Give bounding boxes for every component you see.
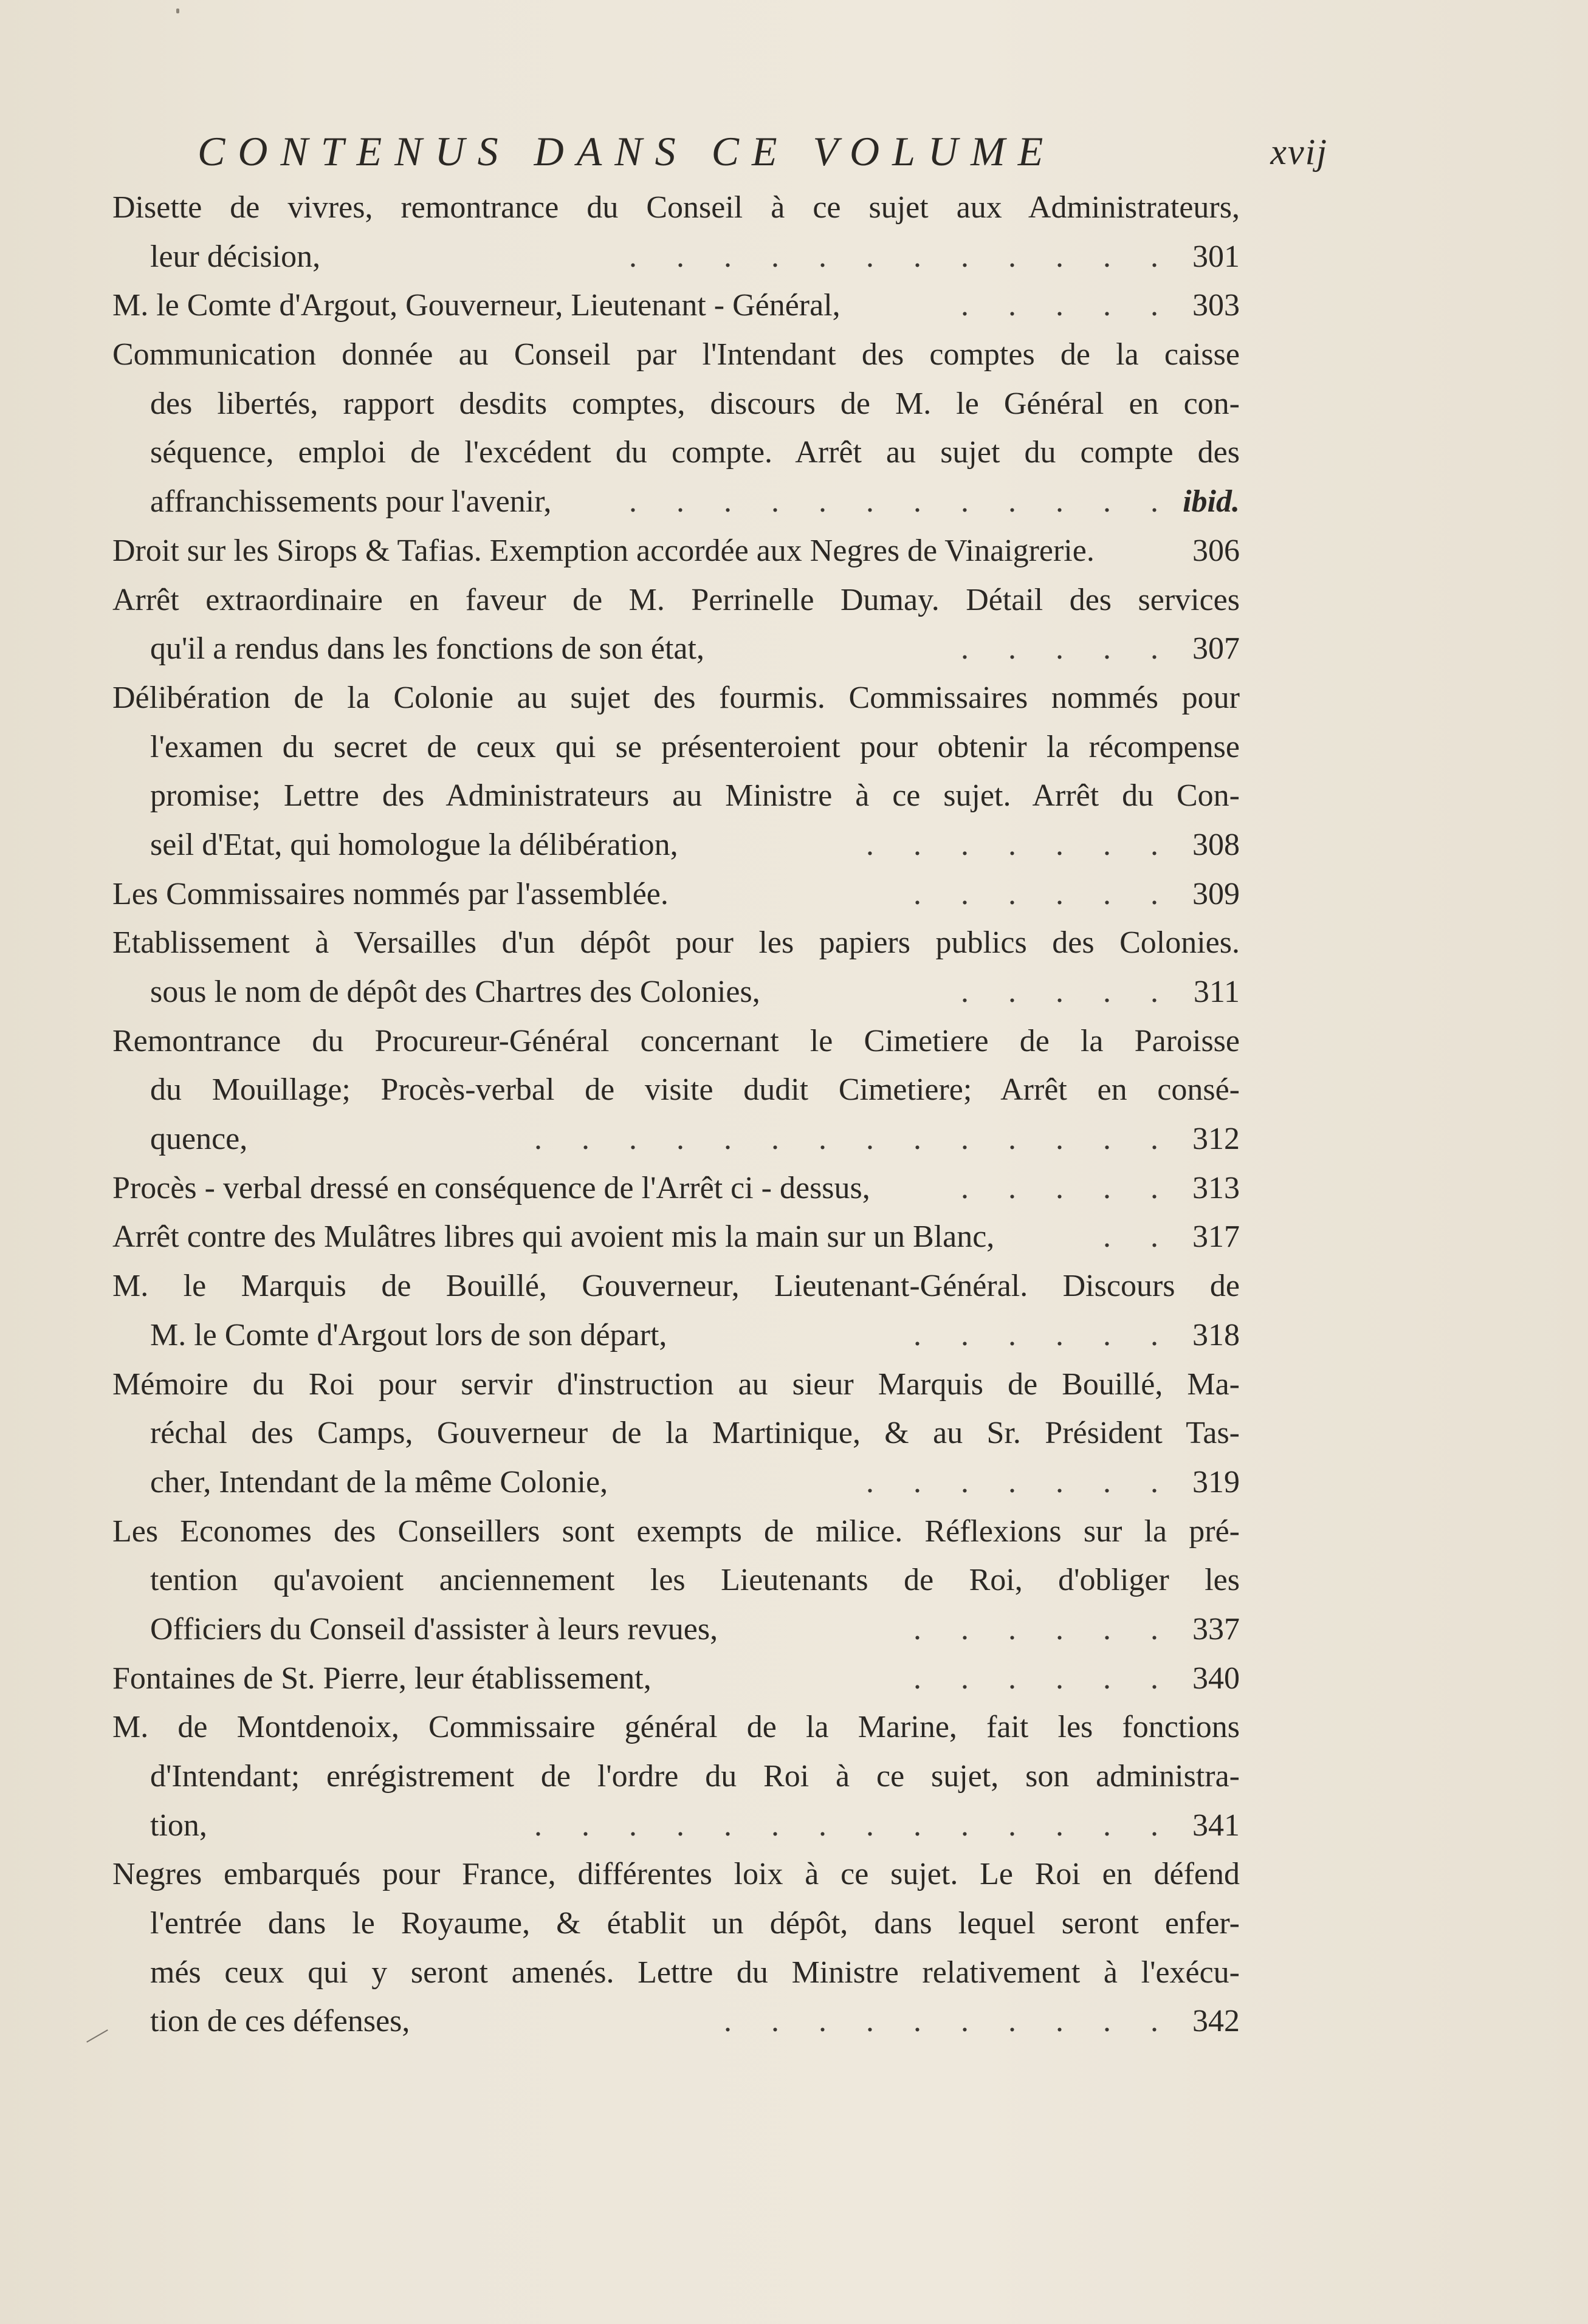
entry-final-text: Droit sur les Sirops & Tafias. Exemption accordée aux Negres de Vinaigrerie. [112,533,1095,568]
page-number: 317 [1192,1219,1240,1255]
entry-final-text: qu'il a rendus dans les fonctions de son état, [150,631,704,667]
entry-text-line: Délibération de la Colonie au sujet des fourmis. Commissaires nommés pour [112,680,1240,715]
dot-leader: . . [1103,1219,1174,1255]
entry-final-text: cher, Intendant de la même Colonie, [150,1464,608,1500]
entry-final-line [112,1311,1240,1360]
entry-final-text: tion de ces défenses, [150,2004,410,2039]
page-number: 312 [1192,1122,1240,1157]
entry-text-line: Negres embarqués pour France, différentes loix à ce sujet. Le Roi en défend [112,1857,1240,1892]
toc-entry [112,1703,1240,1850]
entry-final-line [112,1997,1240,2046]
entry-final-text: Procès - verbal dressé en conséquence de l'Arrêt ci - dessus, [112,1170,870,1205]
entry-final-line [112,1213,1240,1262]
entry-final-line [112,870,1240,919]
page-number: 303 [1192,288,1240,323]
entry-final-text: Officiers du Conseil d'assister à leurs revues, [150,1611,718,1647]
toc-entry [112,576,1240,674]
paper-speck [176,9,179,13]
page-number: 313 [1192,1170,1240,1205]
dot-leader: . . . . . . [913,1611,1174,1647]
page-number: 301 [1192,239,1240,274]
page-number: 311 [1193,975,1240,1009]
toc-entry [112,1213,1240,1262]
dot-leader: . . . . . . . . . . . . [629,239,1174,274]
dot-leader: . . . . . [961,975,1174,1009]
toc-entry [112,281,1240,331]
entry-text-line: séquence, emploi de l'excédent du compte. Arrêt au sujet du compte des [150,435,1240,470]
entry-text-line: Les Economes des Conseillers sont exempts de milice. Réflexions sur la pré- [112,1513,1240,1549]
entry-final-text: tion, [150,1808,207,1843]
page-number: 309 [1192,876,1240,911]
entry-final-text: Fontaines de St. Pierre, leur établissement, [112,1661,651,1696]
dot-leader: . . . . . . [913,1317,1174,1352]
entry-final-text: M. le Comte d'Argout lors de son départ, [150,1317,667,1352]
page-number: 341 [1192,1808,1240,1843]
entry-text-line: l'examen du secret de ceux qui se présenteroient pour obtenir la récompense [150,729,1240,764]
dot-leader: . . . . . . . . . . . . . . [534,1808,1174,1843]
entry-text-line: d'Intendant; enrégistrement de l'ordre du Roi à ce sujet, son administra- [150,1759,1240,1794]
entry-final-line [112,968,1240,1017]
entry-final-line [112,1458,1240,1507]
toc-entry [112,1262,1240,1360]
page-number: 340 [1192,1661,1240,1696]
page-number: ibid. [1183,484,1240,519]
dot-leader: . . . . . . . [866,827,1174,862]
entry-final-text: sous le nom de dépôt des Chartres des Colonies, [150,975,760,1009]
dot-leader: . . . . . [961,631,1174,667]
dot-leader: . . . . . [961,288,1174,323]
entry-text-line: Communication donnée au Conseil par l'Intendant des comptes de la caisse [112,337,1240,372]
dot-leader: . . . . . . [913,876,1174,911]
entry-text-line: réchal des Camps, Gouverneur de la Martinique, & au Sr. Président Tas- [150,1416,1240,1451]
table-of-contents [112,183,1240,2046]
entry-text-line: Mémoire du Roi pour servir d'instruction au sieur Marquis de Bouillé, Ma- [112,1366,1240,1402]
entry-final-line [112,1654,1240,1704]
entry-final-text: seil d'Etat, qui homologue la délibération, [150,827,678,862]
entry-final-text: Les Commissaires nommés par l'assemblée. [112,876,669,911]
toc-entry [112,1164,1240,1213]
dot-leader: . . . . . . . [866,1464,1174,1500]
page-number: 319 [1192,1464,1240,1500]
entry-text-line: M. le Marquis de Bouillé, Gouverneur, Lieutenant-Général. Discours de [112,1269,1240,1304]
entry-final-text: Arrêt contre des Mulâtres libres qui avoient mis la main sur un Blanc, [112,1219,995,1255]
toc-entry [112,674,1240,870]
entry-text-line: Disette de vivres, remontrance du Conseil à ce sujet aux Administrateurs, [112,190,1240,225]
dot-leader: . . . . . . . . . . . . . . [534,1122,1174,1157]
entry-final-line [112,821,1240,870]
entry-text-line: l'entrée dans le Royaume, & établit un dépôt, dans lequel seront enfer- [150,1906,1240,1941]
page-folio: xvij [1270,132,1328,172]
entry-text-line: Etablissement à Versailles d'un dépôt pour les papiers publics des Colonies. [112,925,1240,961]
entry-final-line [112,281,1240,331]
entry-text-line: M. de Montdenoix, Commissaire général de la Marine, fait les fonctions [112,1710,1240,1745]
toc-entry [112,919,1240,1016]
page-number: 307 [1192,631,1240,667]
entry-final-line [112,625,1240,674]
page-number: 308 [1192,827,1240,862]
toc-entry [112,527,1240,576]
entry-text-line: Remontrance du Procureur-Général concernant le Cimetiere de la Paroisse [112,1023,1240,1058]
page-header [198,128,1328,182]
entry-text-line: més ceux qui y seront amenés. Lettre du Ministre relativement à l'exécu- [150,1955,1240,1990]
pen-mark [86,2029,108,2043]
dot-leader: . . . . . . [913,1661,1174,1696]
entry-final-text: leur décision, [150,239,321,274]
page-number: 318 [1192,1317,1240,1352]
page-number: 342 [1192,2004,1240,2039]
toc-entry [112,1017,1240,1164]
toc-entry [112,331,1240,527]
entry-final-text: quence, [150,1122,248,1157]
toc-entry [112,1850,1240,2046]
entry-final-line [112,1801,1240,1851]
entry-final-text: M. le Comte d'Argout, Gouverneur, Lieutenant - Général, [112,288,840,323]
entry-final-line [112,1115,1240,1164]
entry-text-line: Arrêt extraordinaire en faveur de M. Perrinelle Dumay. Détail des services [112,582,1240,617]
entry-text-line: promise; Lettre des Administrateurs au Ministre à ce sujet. Arrêt du Con- [150,778,1240,814]
entry-final-line [112,1605,1240,1654]
dot-leader: . . . . . [961,1170,1174,1205]
page-number: 337 [1192,1611,1240,1647]
toc-entry [112,183,1240,281]
entry-final-line [112,233,1240,282]
running-title: CONTENUS DANS CE VOLUME [198,128,1056,174]
entry-text-line: des libertés, rapport desdits comptes, discours de M. le Général en con- [150,386,1240,421]
dot-leader: . . . . . . . . . . . . [629,484,1174,519]
entry-final-text: affranchissements pour l'avenir, [150,484,552,519]
entry-final-line [112,527,1240,576]
entry-final-line [112,478,1240,527]
toc-entry [112,1360,1240,1507]
entry-text-line: tention qu'avoient anciennement les Lieutenants de Roi, d'obliger les [150,1563,1240,1598]
toc-entry [112,1507,1240,1654]
entry-text-line: du Mouillage; Procès-verbal de visite dudit Cimetiere; Arrêt en consé- [150,1072,1240,1108]
toc-entry [112,1654,1240,1704]
dot-leader: . . . . . . . . . . [724,2004,1174,2039]
entry-final-line [112,1164,1240,1213]
toc-entry [112,870,1240,919]
page-number: 306 [1192,533,1240,568]
